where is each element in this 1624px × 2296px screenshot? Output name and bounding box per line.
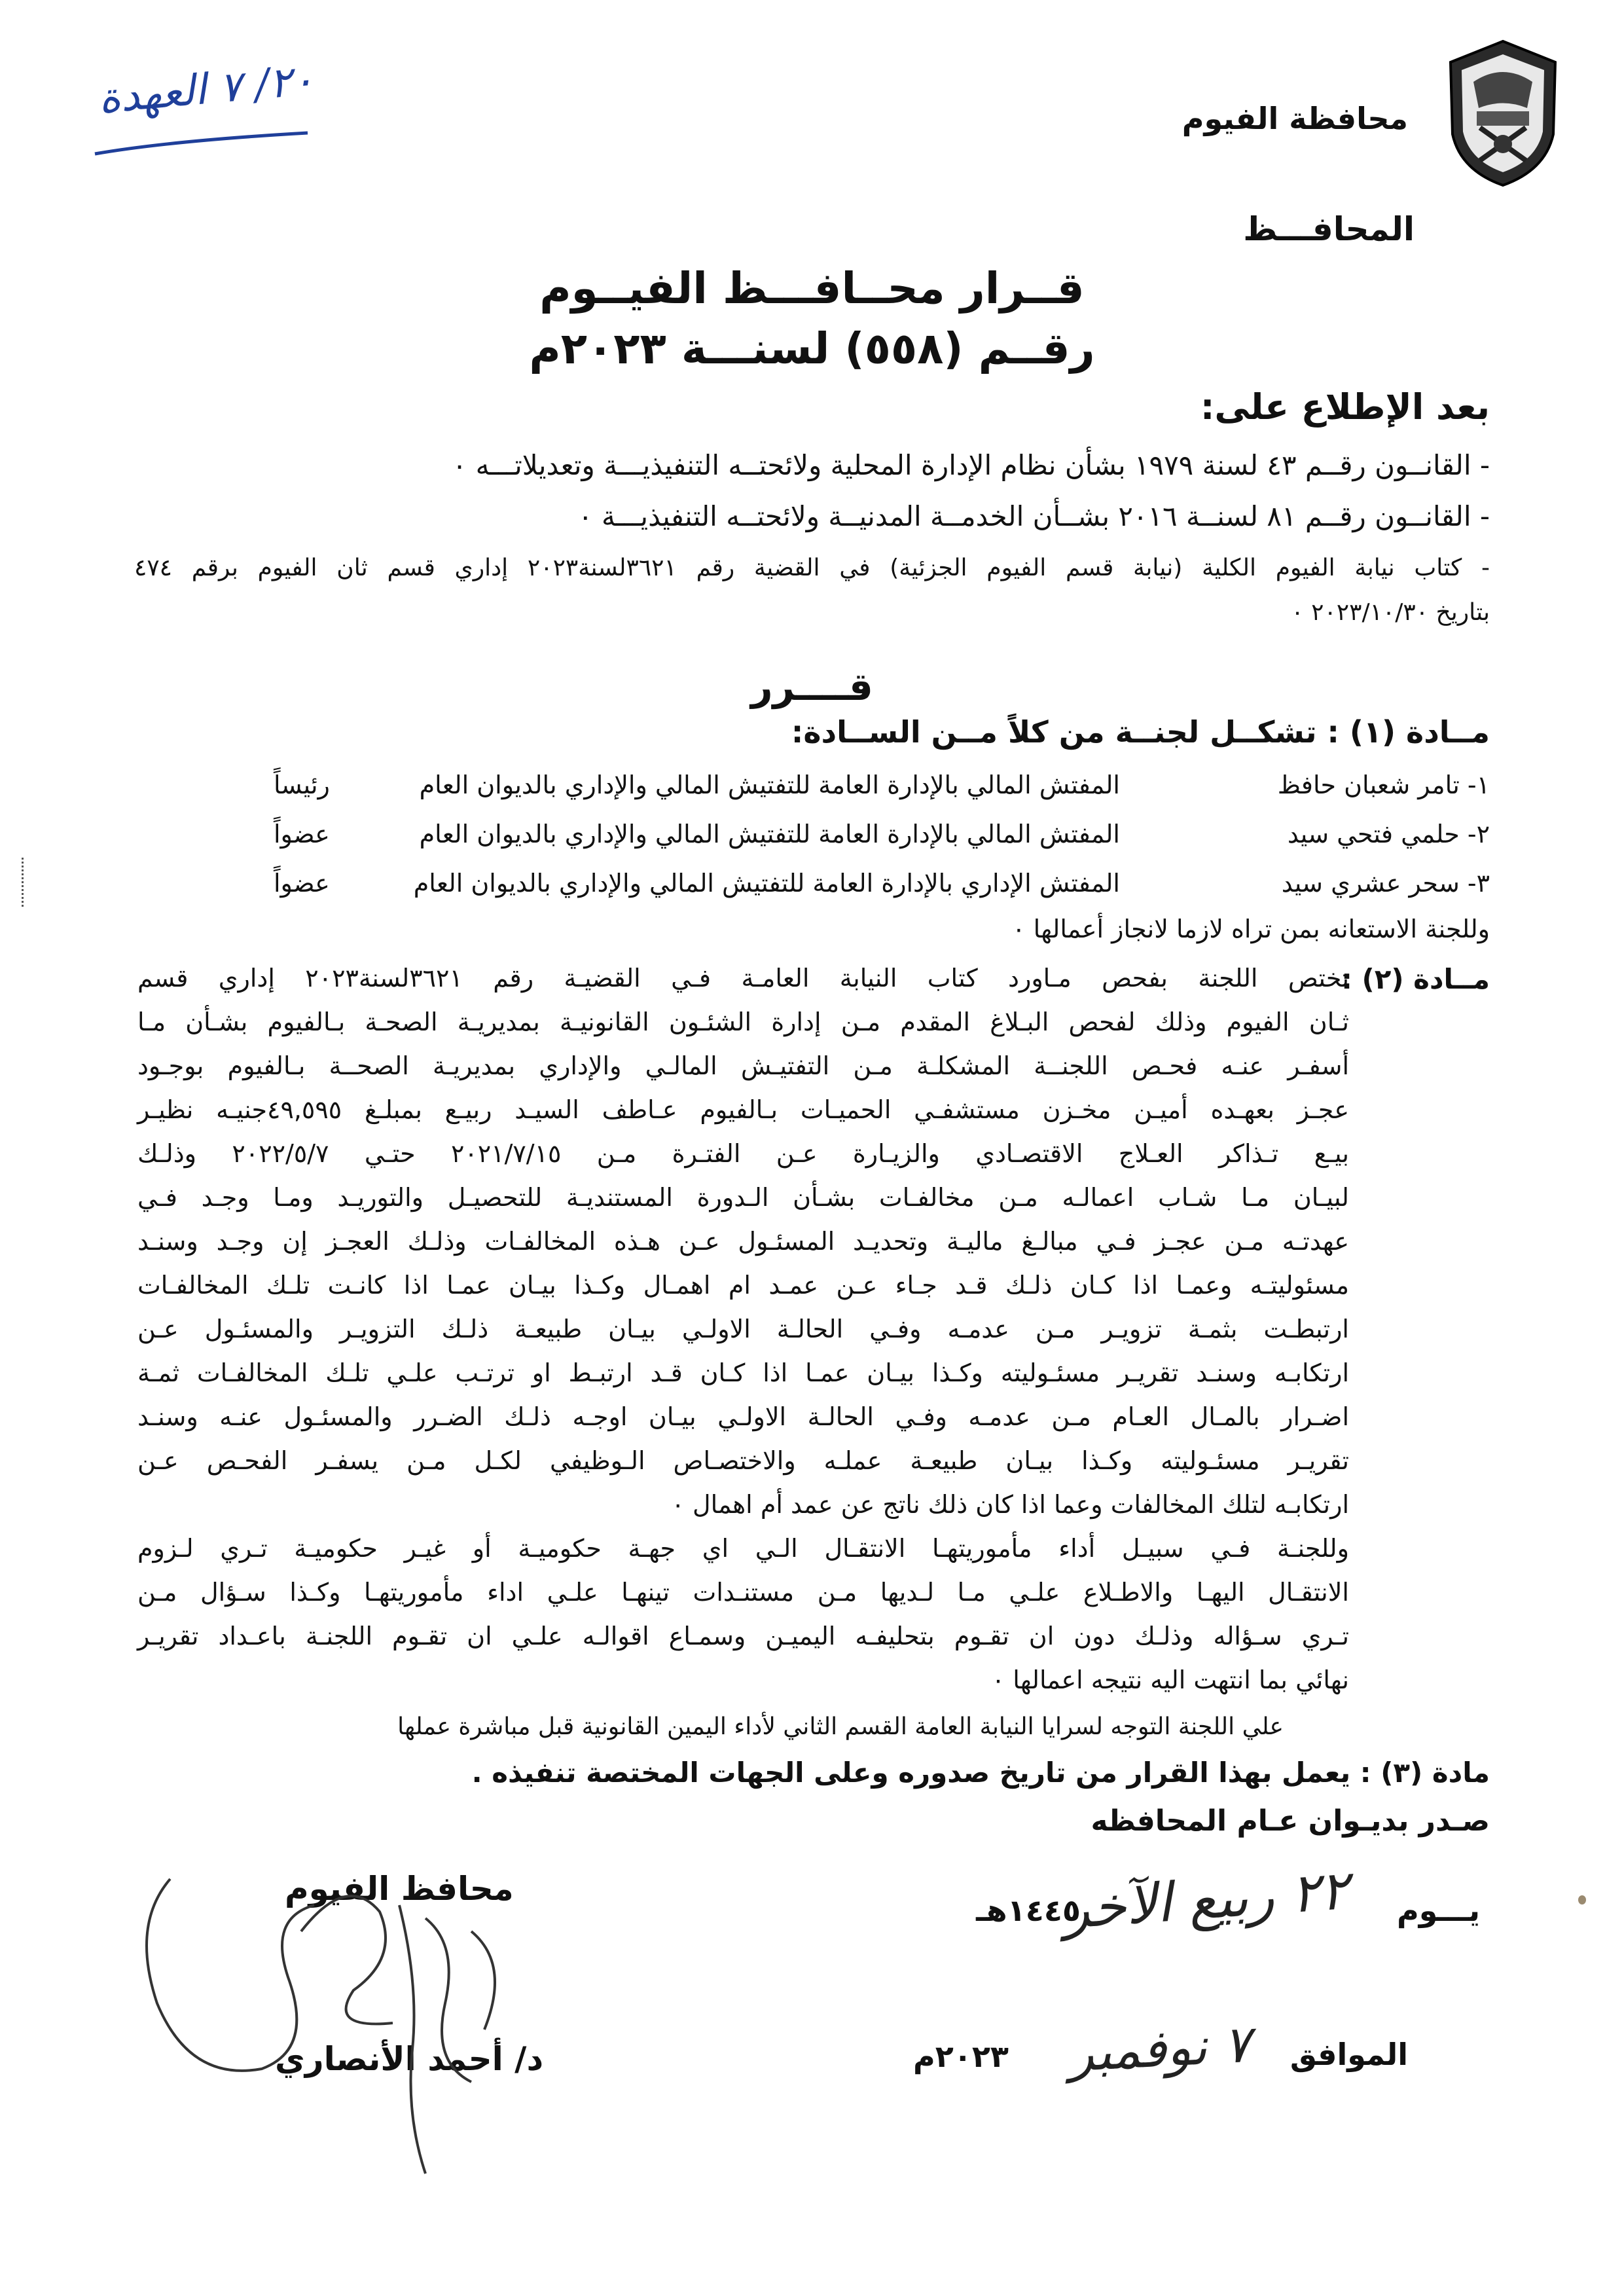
hijri-year: ١٤٤٥هـ: [976, 1893, 1081, 1928]
article-2-body: [137, 966, 1349, 1711]
decree-number: رقــم (٥٥٨) لسنـــة ٢٠٢٣م: [529, 323, 1095, 374]
signature: [118, 1833, 537, 2200]
article-2-line: ارتبطـت بثمـة تزويـر مـن عدمـه وفـي الحالـة الاولـي بيـان طبيعـة ذلـك التزويـر والمسئـول عـن: [137, 1315, 1349, 1343]
signatory-name: د/ أحمد الأنصاري: [275, 2040, 544, 2078]
article-1-closing: وللجنة الاستعانه بمن تراه لازما لانجاز أعمالها ٠: [1012, 915, 1490, 943]
office-title: المحافـــظ: [1243, 210, 1415, 248]
decision-heading: قــــرر: [751, 665, 873, 709]
article-2-line: ارتكابـه وسنـد تقريـر مسئـوليته وكـذا بيـان عمـا اذا كـان قـد ارتبـط او ترتـب علـي تلـك المخالفـات ثمـة: [137, 1358, 1349, 1387]
governorate-emblem-logo: [1441, 36, 1565, 190]
punch-mark: [1578, 1895, 1586, 1904]
issued-statement: صـدر بديـوان عـام المحافظه: [1091, 1804, 1490, 1838]
article-2-line: ارتكابـه لتلك المخالفات وعما اذا كان ذلك ناتج عن عمد أم اهمال ٠: [671, 1490, 1349, 1519]
gregorian-label: الموافق: [1290, 2037, 1408, 2072]
decree-title: قــرار محــافـــظ الفيــوم: [539, 263, 1085, 314]
article-2-oath: علي اللجنة التوجه لسرايا النيابة العامة القسم الثاني لأداء اليمين القانونية قبل مباشرة عملها: [397, 1713, 1284, 1740]
article-2-line: بيـع تـذاكر العـلاج الاقتصـادي والزيـارة عـن الفتـرة مـن ٢٠٢١/٧/١٥ حتـي ٢٠٢٢/٥/٧ وذلـك: [137, 1139, 1350, 1168]
preamble-heading: بعد الإطلاع على:: [1200, 386, 1490, 428]
article-1-heading: مــادة (١) : تشكــل لجنــة من كلاً مــن الســادة:: [791, 714, 1490, 750]
member-2-name: ٢- حلمي فتحي سيد: [1287, 820, 1490, 848]
article-2-line: تقريـر مسئـوليته وكـذا بيـان طبيعـة عملـه والاختصـاص الـوظيفي لكـل مـن يسفـر الفحـص عـن: [137, 1446, 1349, 1475]
member-2-role: عضواً: [274, 820, 330, 848]
annotation-underline: [92, 128, 314, 167]
article-2-line: أسفـر عنـه فحـص اللجنــة المشكلـة مـن التفتيـش المالـي والإداري بمديريـة الصحــة بـالفيوم بوجـود: [137, 1051, 1349, 1080]
preamble-letter-line1: - كتاب نيابة الفيوم الكلية (نيابة قسم الفيوم الجزئية) في القضية رقم ٣٦٢١لسنة٢٠٢٣ إداري قسم ثان الفيوم برقم ٤٧٤: [134, 555, 1490, 581]
article-2-line: نهائي بما انتهت اليه نتيجه اعمالها ٠: [991, 1666, 1349, 1694]
day-label: يـــوم: [1397, 1893, 1480, 1928]
gregorian-year: ٢٠٢٣م: [912, 2039, 1009, 2074]
article-2-line: اضـرار بالمـال العـام مـن عدمـه وفـي الحالـة الاولـي بيـان اوجـه ذلـك الضـرر والمسئـول عنـه وسنـد: [137, 1402, 1349, 1431]
article-2-line: وللجنـة فـي سبيـل أداء مأموريتهـا الانتقـال الـي اي جهـة حكوميـة أو غيـر حكوميـة تـري لـزوم: [137, 1534, 1349, 1563]
member-3-name: ٣- سحر عشري سيد: [1281, 869, 1490, 898]
member-1-title: المفتش المالي بالإدارة العامة للتفتيش المالي والإداري بالديوان العام: [419, 771, 1120, 799]
article-2-line: ثـان الفيوم وذلك لفحص البـلاغ المقدم مـن إدارة الشئـون القانونيـة بمديريـة الصحـة بـالفيوم بشـأن مـا: [137, 1008, 1349, 1036]
member-3-role: عضواً: [274, 869, 330, 898]
article-2-line: لبيـان مـا شـاب اعمالـه مـن مخالفـات بشـأن الـدورة المستنديـة للتحصيـل والتوريـد ومـا وجـد فـي: [137, 1183, 1349, 1212]
signatory-title: محافظ الفيوم: [285, 1870, 514, 1908]
article-2-line: تختص اللجنة بفحص مـاورد كتاب النيابة العامـة فـي القضيـة رقم ٣٦٢١لسنة٢٠٢٣ إداري قسم: [137, 964, 1349, 993]
article-2-line: الانتقـال اليهـا والاطـلاع علـي مـا لـديها مـن مستنـدات تينهـا علـي اداء مأموريتهـا وكـذا سـؤال مـن: [137, 1578, 1349, 1607]
hijri-date-handwritten: ٢٢ ربيع الآخر: [1061, 1859, 1351, 1942]
preamble-law-81: - القانــون رقــم ٨١ لسنــة ٢٠١٦ بشــأن الخدمــة المدنيــة ولائحتــه التنفيذيـــة ٠: [578, 500, 1490, 532]
handwritten-annotation: ٢٠/ ٧ العهدة: [96, 56, 316, 124]
article-3: مادة (٣) : يعمل بهذا القرار من تاريخ صدوره وعلى الجهات المختصة تنفيذه .: [471, 1757, 1490, 1789]
margin-dots: [22, 858, 26, 907]
member-1-role: رئيساً: [274, 771, 330, 799]
governorate-name: محافظة الفيوم: [1182, 101, 1408, 136]
article-2-label: مــادة (٢) :: [1341, 963, 1490, 995]
member-1-name: ١- تامر شعبان حافظ: [1277, 771, 1490, 799]
preamble-letter-line2: بتاريخ ٢٠٢٣/١٠/٣٠ ٠: [1291, 599, 1490, 626]
preamble-law-43: - القانــون رقــم ٤٣ لسنة ١٩٧٩ بشأن نظام الإدارة المحلية ولائحتــه التنفيذيـــة وتعديلاتـــه ٠: [452, 449, 1490, 481]
article-2-line: عهدتـه مـن عجـز فـي مبالـغ ماليـة وتحديـد المسئـول عـن هـذه المخالفـات وذلـك العجـز إن وجـد وسنـد: [137, 1227, 1349, 1256]
member-2-title: المفتش المالي بالإدارة العامة للتفتيش المالي والإداري بالديوان العام: [419, 820, 1120, 848]
article-2-line: عجـز بعهـده أميـن مخـزن مستشفـي الحميـات بـالفيوم عـاطف السيـد ربيـع بمبلـغ ٤٩,٥٩٥جنيـه نظيـر: [137, 1095, 1349, 1124]
member-3-title: المفتش الإداري بالإدارة العامة للتفتيش المالي والإداري بالديوان العام: [413, 869, 1120, 898]
article-2-line: تـري سـؤاله وذلـك دون ان تقـوم بتحليفـه اليميـن وسمـاع اقوالـه علـي ان تقـوم اللجنـة باعـداد تقريـر: [137, 1622, 1349, 1650]
article-2-line: مسئوليتـه وعمـا اذا كـان ذلـك قـد جـاء عـن عمـد ام اهمـال وكـذا بيـان عمـا اذا كانـت تلـك المخالفـات: [137, 1271, 1349, 1300]
gregorian-date-handwritten: ٧ نوفمبر: [1068, 2014, 1253, 2084]
